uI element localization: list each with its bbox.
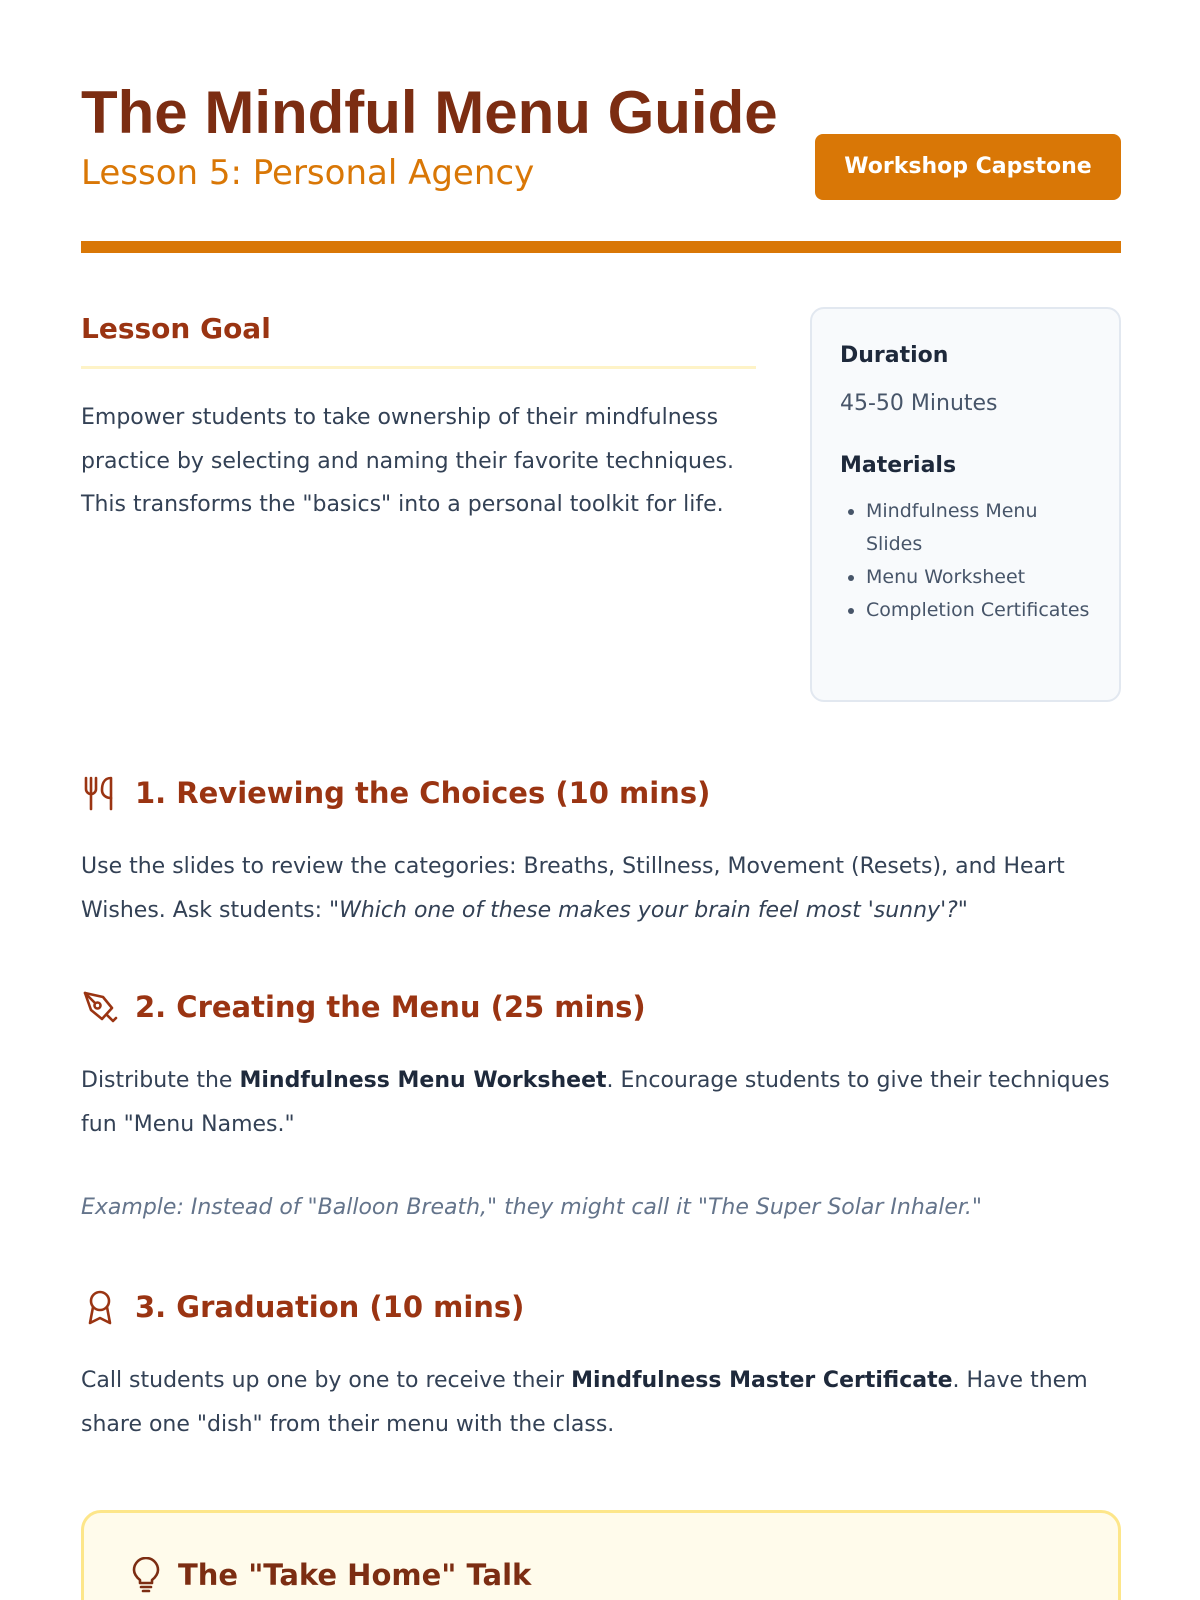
- section-3-heading: [81, 1287, 524, 1327]
- lesson-page: [81, 0, 1121, 1600]
- section-2-text: [81, 1059, 1121, 1146]
- goal-text: Empower students to take ownership of their mindfulness practice by selecting and naming their favorite techniques. This transforms the "basics" into a personal toolkit for life.: [81, 405, 734, 517]
- section-2-heading: [81, 987, 646, 1027]
- section-2-body-start: Distribute the: [81, 1068, 240, 1093]
- section-1-heading: [81, 773, 710, 813]
- lesson-subtitle: Lesson 5: Personal Agency: [81, 153, 535, 193]
- materials-item: • Menu Worksheet: [866, 561, 1093, 594]
- take-home-title: The "Take Home" Talk: [178, 1558, 532, 1592]
- section-3-body-end: . Have them share one "dish" from their menu with the class.: [81, 1368, 1088, 1437]
- header-divider: [81, 241, 1121, 253]
- section-3-title: 3. Graduation (10 mins): [135, 1290, 525, 1324]
- award-icon: [81, 1288, 119, 1326]
- goal-heading: Lesson Goal: [81, 312, 271, 345]
- materials-item: • Completion Certificates: [866, 594, 1093, 627]
- goal-divider: [81, 366, 756, 369]
- section-1-text: [81, 845, 1121, 932]
- materials-label: Materials: [840, 453, 957, 478]
- take-home-callout: [81, 1510, 1121, 1600]
- take-home-heading: [128, 1555, 531, 1595]
- certificate-name: Mindfulness Master Certificate: [571, 1368, 953, 1393]
- section-3-text: [81, 1359, 1121, 1446]
- lesson-info-card: [810, 307, 1121, 702]
- section-2-title: 2. Creating the Menu (25 mins): [135, 990, 646, 1024]
- section-1-body: Use the slides to review the categories: Breaths, Stillness, Movement (Resets), and Heart Wishes. Ask students:: [81, 854, 1065, 923]
- workshop-badge: Workshop Capstone: [815, 134, 1121, 200]
- worksheet-name: Mindfulness Menu Worksheet: [239, 1068, 607, 1093]
- section-1-title: 1. Reviewing the Choices (10 mins): [135, 776, 711, 810]
- duration-label: Duration: [840, 343, 949, 368]
- lightbulb-icon: [128, 1557, 164, 1593]
- materials-list: [840, 495, 1093, 627]
- section-1-question: "Which one of these makes your brain feel most 'sunny'?": [328, 897, 968, 923]
- section-2-example: Example: Instead of "Balloon Breath," they might call it "The Super Solar Inhaler.": [81, 1195, 983, 1220]
- section-3-body-start: Call students up one by one to receive their: [81, 1368, 572, 1393]
- pen-nib-icon: [81, 988, 119, 1026]
- page-title: The Mindful Menu Guide: [81, 79, 778, 146]
- utensils-icon: [81, 774, 119, 812]
- section-2-body-end: . Encourage students to give their techniques fun "Menu Names.": [81, 1068, 1110, 1137]
- materials-item: • Mindfulness Menu Slides: [866, 495, 1093, 561]
- duration-value: 45-50 Minutes: [840, 391, 998, 416]
